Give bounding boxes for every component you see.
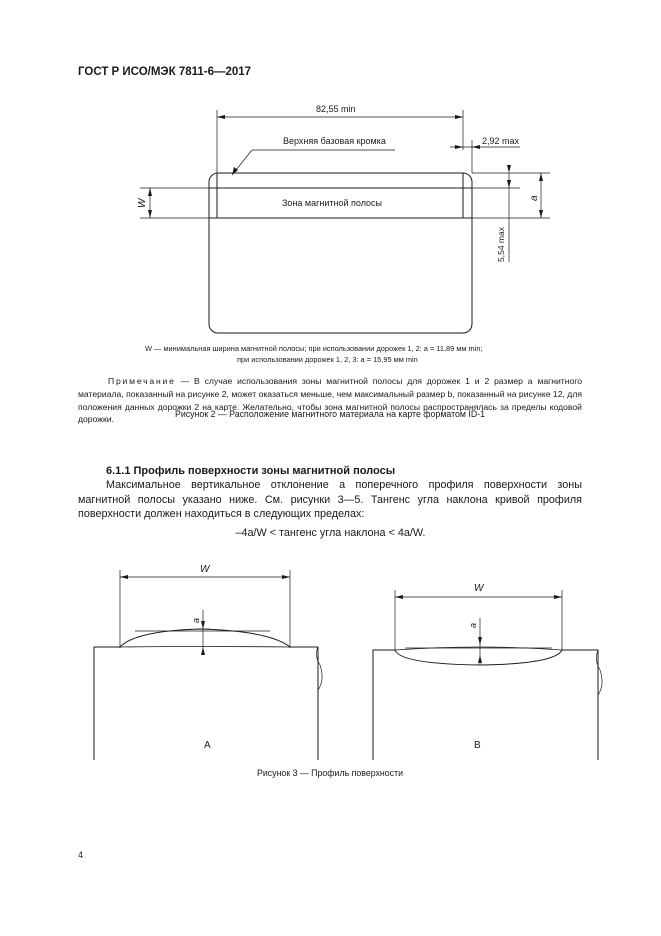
- figure3-caption: Рисунок 3 — Профиль поверхности: [256, 768, 404, 778]
- section-paragraph: Максимальное вертикальное отклонение a поперечного профиля поверхности зоны магнитной полосы указано ниже. См. рисунки 3—5. Тангенс угла наклона кривой профиля поверхности должен находиться в следующих пределах:: [78, 479, 582, 521]
- figure2-legend-line2: при использовании дорожек 1, 2, 3: a = 15,95 мм min: [237, 355, 418, 364]
- fig3-sub-B: B: [474, 740, 481, 751]
- figure-3a-drawing: [94, 570, 322, 760]
- label-dim-vertical: 5,54 max: [496, 227, 506, 262]
- fig3a-label-W: W: [200, 564, 210, 575]
- note-text: — В случае использования зоны магнитной полосы для дорожек 1 и 2 размер a магнитного материала, показанный на рисунке 2, может оказаться меньше, чем максимальный размер b, показанный на рисунке 12, для положения данных дорожки 2 на карте. Желательно, чтобы зона магнитной полосы распространялась за пределы кодовой дорожки.: [78, 376, 582, 425]
- fig3b-label-a: a: [468, 622, 478, 628]
- note-lead: Примечание: [108, 376, 176, 386]
- figure2-legend-line1: W — минимальная ширина магнитной полосы; при использовании дорожек 1, 2: a = 11,89 мм min;: [145, 344, 483, 353]
- figure2-caption: Рисунок 2 — Расположение магнитного материала на карте форматом ID-1: [174, 409, 486, 419]
- label-stripe-zone: Зона магнитной полосы: [282, 198, 383, 208]
- page-header: ГОСТ Р ИСО/МЭК 7811-6—2017: [78, 66, 252, 78]
- label-a: a: [529, 195, 540, 201]
- note-paragraph: [78, 375, 582, 426]
- fig3-sub-A: A: [204, 740, 211, 751]
- label-dim-edge-offset: 2,92 max: [482, 136, 520, 146]
- slope-formula: –4a/W < тангенс угла наклона < 4a/W.: [235, 527, 426, 539]
- fig3a-label-a: a: [191, 617, 201, 623]
- label-top-edge: Верхняя базовая кромка: [283, 136, 386, 146]
- section-heading: 6.1.1 Профиль поверхности зоны магнитной полосы: [106, 465, 396, 477]
- label-W: W: [137, 198, 148, 208]
- label-dim-width: 82,55 min: [316, 104, 356, 114]
- figure-3b-drawing: [373, 590, 602, 760]
- fig3b-label-W: W: [474, 583, 484, 594]
- card-outline: [209, 173, 472, 333]
- page-number: 4: [78, 850, 84, 860]
